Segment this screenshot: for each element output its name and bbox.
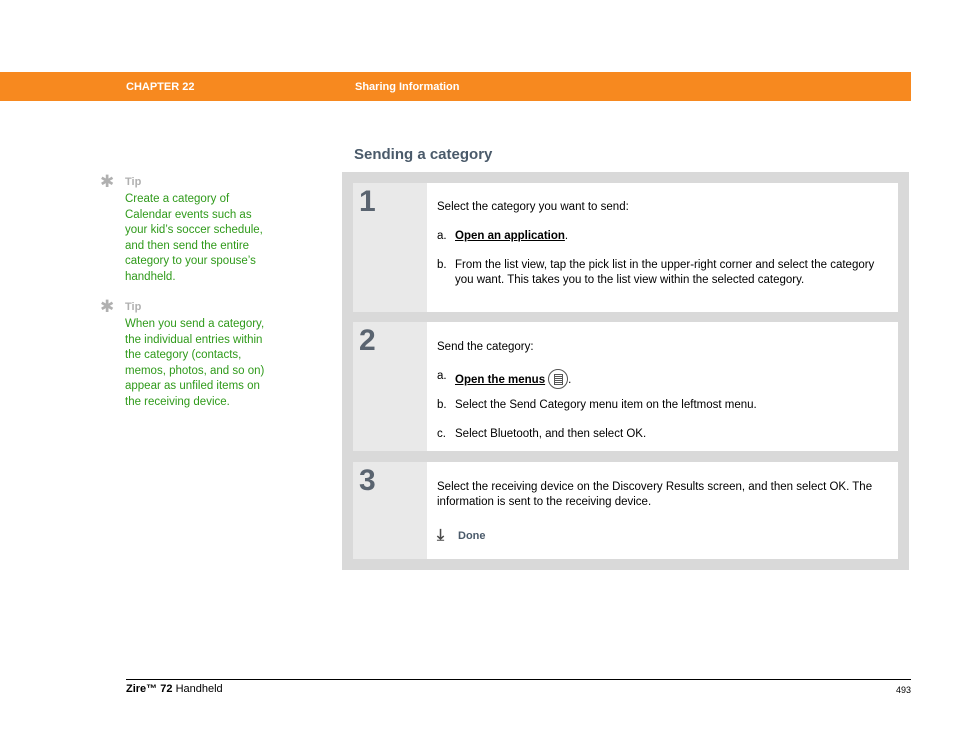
footer-product-title xyxy=(126,683,223,695)
tip-label: Tip xyxy=(125,176,142,188)
substep-marker: b. xyxy=(437,399,447,411)
tip-text: When you send a category, the individual entries within the category (contacts, memos, photos, and so on) appear as unfiled items on the receiving device. xyxy=(125,318,265,408)
step-number: 2 xyxy=(359,324,376,357)
tip-text: Create a category of Calendar events such as your kid’s soccer schedule, and then send the entire category to your spouse’s handheld. xyxy=(125,193,263,283)
punctuation: . xyxy=(564,230,569,242)
page-number: 493 xyxy=(895,685,911,695)
step-number: 1 xyxy=(359,185,376,218)
open-application-link[interactable]: Open an application xyxy=(455,230,565,242)
punctuation: . xyxy=(568,374,572,386)
step-intro: Select the category you want to send: xyxy=(437,201,629,213)
asterisk-icon: ✱ xyxy=(100,297,115,316)
step-body xyxy=(427,183,898,312)
step-body xyxy=(427,322,898,451)
page-title: Sending a category xyxy=(354,146,493,163)
product-model: 72 xyxy=(160,683,173,695)
asterisk-icon: ✱ xyxy=(100,172,115,191)
substep-marker: a. xyxy=(437,370,447,382)
step-1 xyxy=(353,183,898,312)
step-intro: Send the category: xyxy=(437,341,534,353)
product-brand: Zire™ xyxy=(126,683,158,695)
product-suffix: Handheld xyxy=(175,683,223,695)
open-menus-link[interactable]: Open the menus xyxy=(455,374,546,386)
down-arrow-icon: ⤓ xyxy=(437,527,445,544)
tip-label: Tip xyxy=(125,301,142,313)
substep-text: Select the Send Category menu item on the leftmost menu. xyxy=(455,399,757,411)
substep-text: Select Bluetooth, and then select OK. xyxy=(455,428,647,440)
chapter-label: CHAPTER 22 xyxy=(126,81,195,93)
section-label: Sharing Information xyxy=(355,81,460,93)
step-body xyxy=(427,462,898,559)
step-number: 3 xyxy=(359,464,376,497)
done-label: Done xyxy=(458,530,486,542)
substep-marker: a. xyxy=(437,230,447,242)
footer-divider xyxy=(126,679,911,680)
substep-text: From the list view, tap the pick list in the upper-right corner and select the category you want. This takes you to the list view within the selected category. xyxy=(455,259,875,286)
menu-icon xyxy=(548,369,568,389)
step-text: Select the receiving device on the Discovery Results screen, and then select OK. The information is sent to the receiving device. xyxy=(437,481,873,508)
substep-marker: b. xyxy=(437,259,447,271)
substep-marker: c. xyxy=(437,428,446,440)
step-3 xyxy=(353,462,898,559)
step-2 xyxy=(353,322,898,451)
